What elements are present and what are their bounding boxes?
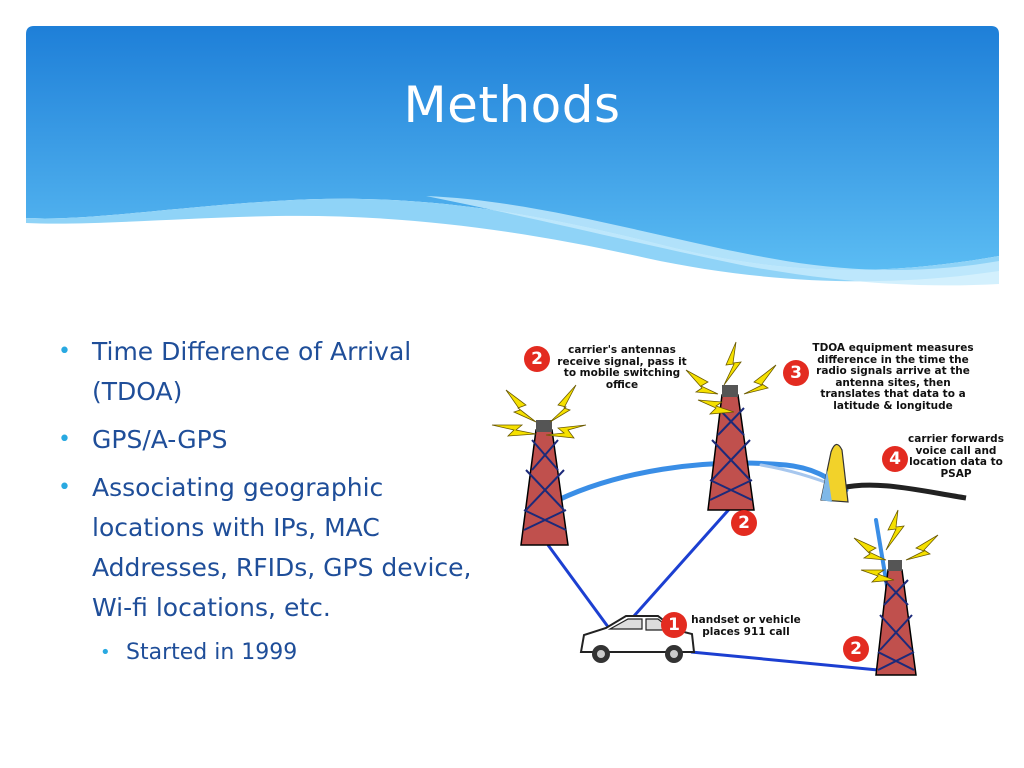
step-badge: 2 — [731, 510, 757, 536]
link-line — [626, 506, 732, 625]
wave-background — [26, 26, 999, 286]
link-line — [548, 545, 614, 635]
step-badge: 4 — [882, 446, 908, 472]
tower-left — [521, 420, 568, 545]
sub-bullet-started: • Started in 1999 — [58, 636, 488, 670]
step-badge: 1 — [661, 612, 687, 638]
step-2-label: carrier's antennas receive signal, pass it to mobile switching office — [557, 344, 687, 391]
ground-wave — [548, 463, 846, 505]
bullet-tdoa: • Time Difference of Arrival (TDOA) — [58, 332, 488, 412]
bullet-list — [58, 332, 488, 670]
step-badge: 3 — [783, 360, 809, 386]
bullet-gps: • GPS/A-GPS — [58, 420, 488, 460]
step-badge: 2 — [843, 636, 869, 662]
title-banner — [26, 26, 999, 286]
step-4-label: carrier forwards voice call and location data to PSAP — [908, 433, 1004, 480]
slide-title: Methods — [403, 76, 621, 134]
step-3-label: TDOA equipment measures difference in the time the radio signals arrive at the antenna sites, then translates that data to a latitude & longitude — [812, 342, 974, 412]
step-badge: 2 — [524, 346, 550, 372]
psap-cable — [841, 485, 966, 498]
tdoa-diagram — [486, 330, 1006, 700]
step-1-label: handset or vehicle places 911 call — [691, 614, 801, 638]
bullet-associating: • Associating geographic locations with IPs, MAC Addresses, RFIDs, GPS device, Wi-fi locations, etc. — [58, 468, 488, 628]
